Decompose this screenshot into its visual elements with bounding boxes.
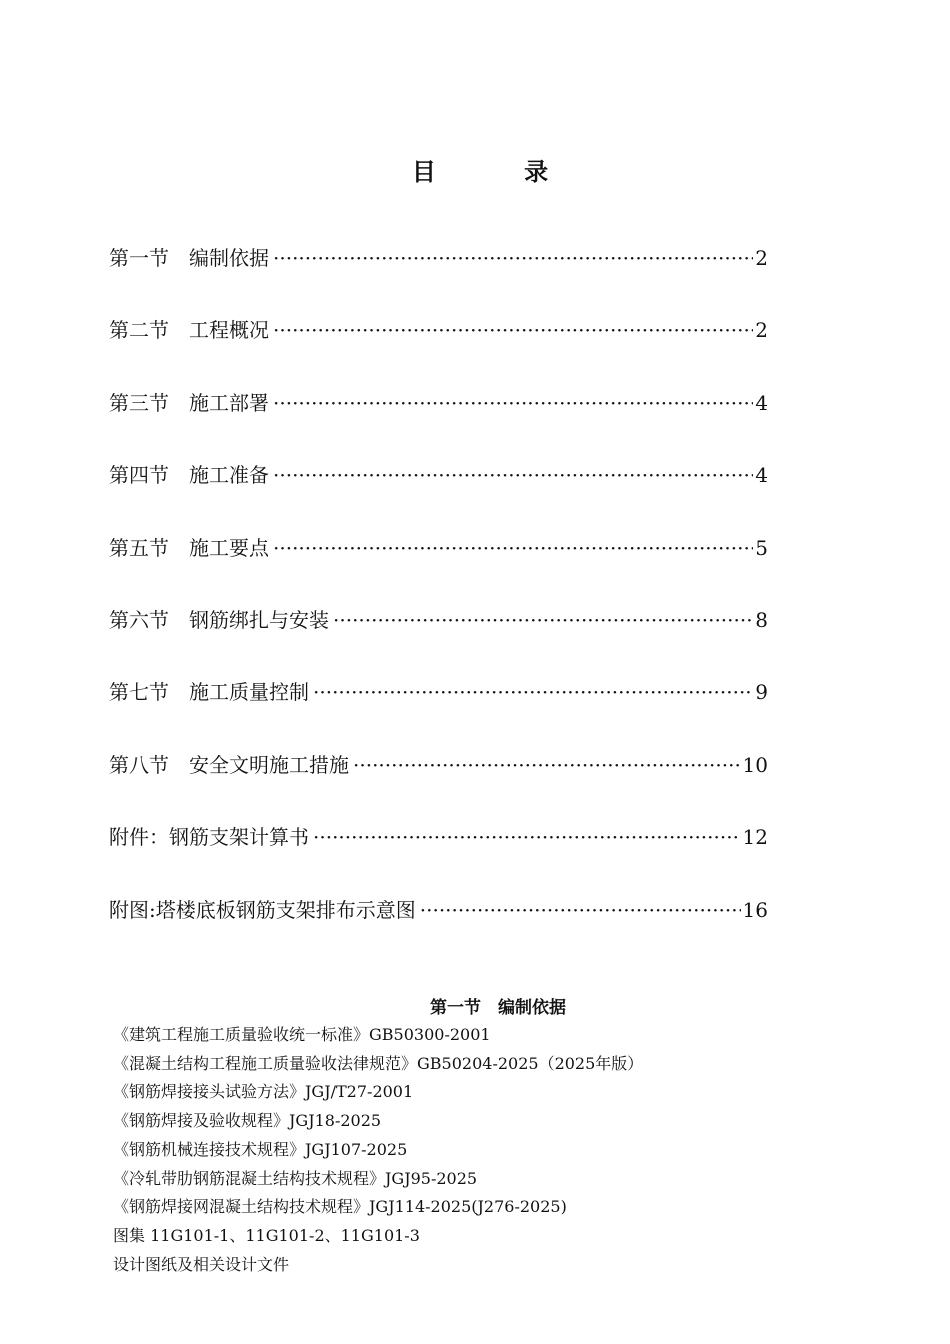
toc-dot-leader	[420, 890, 741, 930]
toc-dot-leader	[333, 600, 753, 640]
toc-item[interactable]	[109, 310, 768, 382]
toc-item-page: 4	[755, 390, 768, 415]
toc-item[interactable]	[109, 890, 768, 962]
toc-dot-leader	[273, 528, 753, 568]
toc-item-page: 2	[755, 246, 768, 270]
toc-item-label: 第八节 安全文明施工措施	[109, 752, 349, 777]
reference-item: 《冷轧带肋钢筋混凝土结构技术规程》JGJ95-2025	[113, 1168, 478, 1188]
toc-dot-leader	[313, 817, 741, 857]
toc-item-label: 第三节 施工部署	[109, 390, 269, 415]
reference-list	[113, 1021, 873, 1279]
reference-item: 图集 11G101-1、11G101-2、11G101-3	[113, 1225, 420, 1245]
toc-item-label: 第五节 施工要点	[109, 535, 269, 560]
toc-item-page: 5	[755, 535, 768, 560]
toc-item-label: 第一节 编制依据	[109, 246, 269, 270]
toc-dot-leader	[353, 745, 741, 785]
section-heading: 第一节 编制依据	[430, 998, 566, 1018]
toc-item-page: 2	[755, 318, 768, 343]
toc-item-label: 第七节 施工质量控制	[109, 680, 309, 705]
reference-item: 《建筑工程施工质量验收统一标准》GB50300-2001	[113, 1025, 491, 1044]
toc-item-page: 12	[742, 825, 768, 850]
toc-item[interactable]	[109, 455, 768, 527]
toc-dot-leader	[273, 383, 753, 423]
toc-item-page: 10	[742, 752, 768, 777]
toc-item-page: 4	[755, 463, 768, 488]
toc-item-label: 第六节 钢筋绑扎与安装	[109, 607, 329, 632]
toc-item-page: 8	[755, 607, 768, 632]
toc-list	[109, 238, 768, 962]
toc-item-label: 附件：钢筋支架计算书	[109, 825, 309, 850]
toc-dot-leader	[313, 672, 753, 712]
reference-item: 设计图纸及相关设计文件	[113, 1254, 290, 1274]
toc-dot-leader	[273, 455, 753, 495]
toc-item-page: 9	[755, 680, 768, 705]
toc-dot-leader	[273, 238, 753, 278]
toc-item[interactable]	[109, 600, 768, 672]
toc-item-label: 第四节 施工准备	[109, 463, 269, 488]
reference-item: 《钢筋焊接及验收规程》JGJ18-2025	[113, 1111, 382, 1131]
toc-item-label: 附图:塔楼底板钢筋支架排布示意图	[109, 897, 416, 922]
toc-item[interactable]	[109, 528, 768, 600]
reference-item: 《钢筋焊接网混凝土结构技术规程》JGJ114-2025(J276-2025)	[113, 1197, 567, 1217]
toc-item-label: 第二节 工程概况	[109, 318, 269, 343]
reference-item: 《混凝土结构工程施工质量验收法律规范》GB50204-2025（2025年版）	[113, 1053, 644, 1073]
toc-item-page: 16	[742, 897, 768, 922]
toc-item[interactable]	[109, 383, 768, 455]
reference-item: 《钢筋焊接接头试验方法》JGJ/T27-2001	[113, 1082, 414, 1102]
toc-item[interactable]	[109, 745, 768, 817]
toc-item[interactable]	[109, 238, 768, 310]
reference-item: 《钢筋机械连接技术规程》JGJ107-2025	[113, 1139, 408, 1159]
toc-dot-leader	[273, 310, 753, 350]
toc-item[interactable]	[109, 672, 768, 744]
toc-title: 目 录	[411, 157, 589, 186]
toc-item[interactable]	[109, 817, 768, 889]
